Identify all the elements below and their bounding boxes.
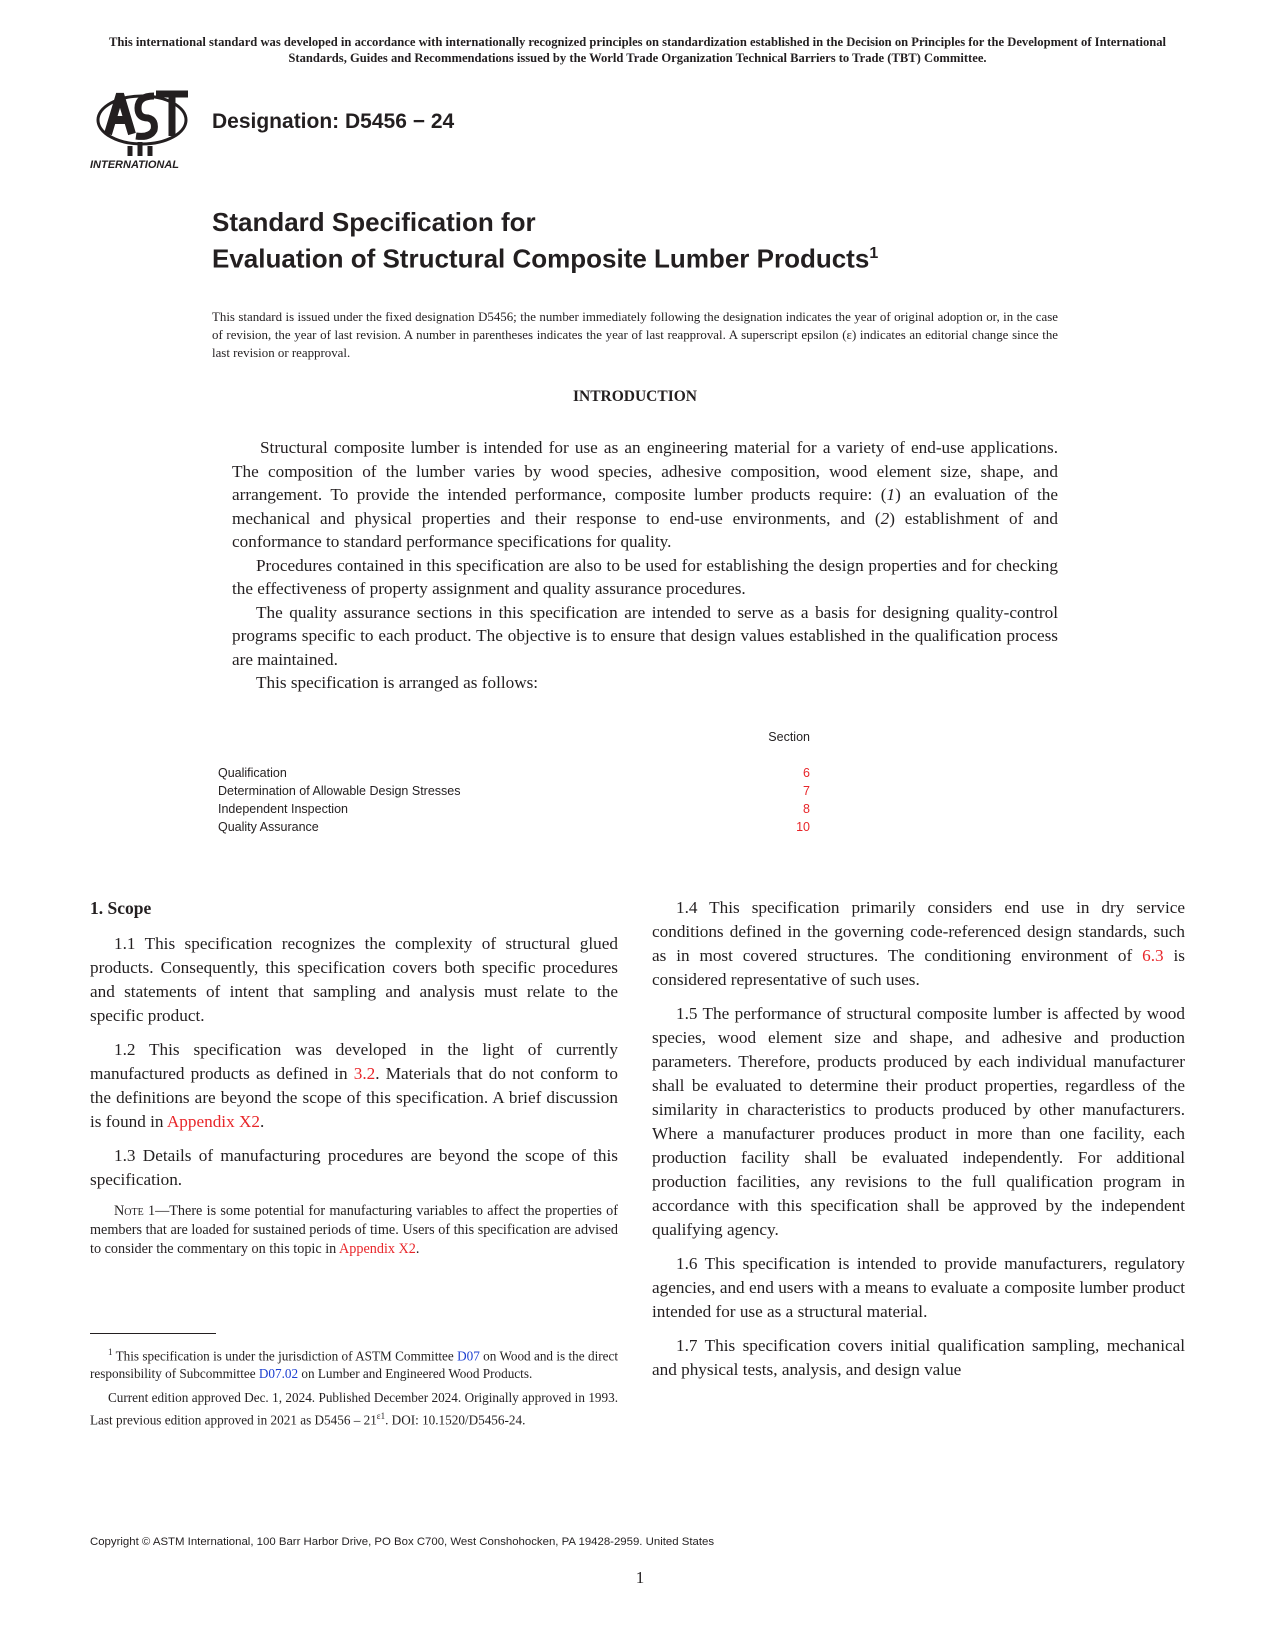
p1-2-text-a: 1.2 This specification was developed in the light of currently manufactured products as defined in [90, 1040, 618, 1083]
introduction-heading: INTRODUCTION [572, 388, 697, 405]
footnote-1-text-c: on Lumber and Engineered Wood Products. [298, 1366, 533, 1382]
intro-p1-text-c: ) establishment of and conformance to standard performance specifications for quality. [232, 508, 1058, 551]
page-number: 1 [635, 1568, 645, 1587]
paragraph-1-3: 1.3 Details of manufacturing procedures are beyond the scope of this specification. [90, 1146, 618, 1189]
note-link-appendix-x2[interactable]: Appendix X2 [339, 1241, 416, 1257]
intro-p1-text-a: Structural composite lumber is intended for use as an engineering material for a variety of end-use applications. The composition of the lumber varies by wood species, adhesive composition, wood element size, shape, and arrangement. To provide the intended performance, composite lumber products require: ( [232, 438, 1058, 504]
footnote-divider [90, 1333, 216, 1334]
intro-p1-num-2: 2 [880, 508, 890, 528]
intro-p1-num-1: 1 [886, 485, 896, 504]
note-text: —There is some potential for manufacturing variables to affect the properties of members that are loaded for sustained periods of time. Users of this specification are advised to consider the commentary on this topic in [90, 1203, 618, 1257]
footnote-1-text-a: This specification is under the jurisdiction of ASTM Committee [112, 1348, 458, 1364]
p1-4-text-b: is considered representative of such uses. [652, 946, 1185, 989]
intro-paragraph-3: The quality assurance sections in this specification are intended to serve as a basis for designing quality-control programs specific to each product. The objective is to ensure that design values established in the qualification process are maintained. [232, 602, 1058, 669]
left-column [90, 896, 618, 1269]
footnotes [90, 1343, 618, 1436]
link-d07-02[interactable]: D07.02 [258, 1366, 299, 1382]
p1-2-text-b: . Materials that do not conform to the definitions are beyond the scope of this specification. A brief discussion is found in [90, 1064, 618, 1131]
section-table-row [218, 800, 814, 818]
intro-paragraph-1 [232, 436, 1058, 554]
astm-logo [90, 86, 190, 172]
note-number: 1 [143, 1203, 156, 1219]
p1-2-text-c: . [259, 1112, 265, 1131]
section-link[interactable]: 6 [803, 766, 810, 780]
paragraph-1-7: 1.7 This specification covers initial qualification sampling, mechanical and physical tests, analysis, and design value [652, 1336, 1185, 1379]
paragraph-1-4 [652, 896, 1185, 992]
section-link[interactable]: 10 [796, 820, 810, 834]
p1-4-text-a: 1.4 This specification primarily considers end use in dry service conditions defined in the governing code-referenced design standards, such as in most covered structures. The conditioning environment of [652, 898, 1185, 965]
introduction-body [232, 436, 1058, 695]
paragraph-1-5: 1.5 The performance of structural composite lumber is affected by wood species, wood element size and shape, and adhesive and production parameters. Therefore, products produced by each individual manufacturer shall be evaluated to determine their product properties, regardless of the similarity in characteristics to products produced by other manufacturers. Where a manufacturer produces product in more than one facility, each production facility shall be evaluated independently. For additional production facilities, any revisions to the full qualification program in accordance with this specification shall be approved by the independent qualifying agency. [652, 1004, 1185, 1239]
footnote-1 [90, 1343, 618, 1383]
title-line-2-text: Evaluation of Structural Composite Lumber Products [212, 243, 870, 274]
paragraph-1-2 [90, 1038, 618, 1134]
intro-paragraph-2: Procedures contained in this specification are also to be used for establishing the design properties and for checking the effectiveness of property assignment and quality assurance procedures. [232, 555, 1058, 598]
section-link[interactable]: 8 [803, 802, 810, 816]
note-1 [90, 1202, 618, 1259]
document-title [212, 206, 878, 275]
link-d07[interactable]: D07 [457, 1348, 480, 1364]
section-table-row [218, 764, 814, 782]
scope-heading: 1. Scope [90, 898, 152, 918]
paragraph-1-6: 1.6 This specification is intended to provide manufacturers, regulatory agencies, and end users with a means to evaluate a composite lumber product intended for use as a structural material. [652, 1254, 1185, 1321]
footnote-marker: 1 [108, 1347, 113, 1357]
section-table-row [218, 818, 814, 836]
astm-logo-icon [90, 86, 190, 172]
section-link[interactable]: 7 [803, 784, 810, 798]
intro-p1-text-b: ) an evaluation of the mechanical and physical properties and their response to end-use environments, and ( [232, 485, 1058, 528]
issue-note: This standard is issued under the fixed designation D5456; the number immediately following the designation indicates the year of original adoption or, in the case of revision, the year of last revision. A number in parentheses indicates the year of last reapproval. A superscript epsilon (ε) indicates an editorial change since the last revision or reapproval. [212, 310, 1058, 360]
epsilon-superscript: ε1 [376, 1411, 386, 1422]
title-line-1: Standard Specification for [212, 207, 536, 237]
section-table-header: Section [768, 730, 810, 744]
note-end: . [415, 1241, 420, 1257]
link-3-2[interactable]: 3.2 [353, 1064, 376, 1083]
note-label: Note [114, 1203, 144, 1219]
link-appendix-x2[interactable]: Appendix X2 [166, 1112, 260, 1131]
section-label: Quality Assurance [218, 820, 319, 834]
footnote-edition-text-a: Current edition approved Dec. 1, 2024. Published December 2024. Originally approved in 1993. Last previous edition approved in 2021 as D5456 – 21 [90, 1390, 618, 1428]
link-6-3[interactable]: 6.3 [1142, 946, 1164, 965]
footnote-edition-text-b: . DOI: 10.1520/D5456-24. [385, 1412, 526, 1428]
section-label: Qualification [218, 766, 287, 780]
wto-notice: This international standard was developed in accordance with internationally recognized principles on standardization established in the Decision on Principles for the Development of International Standards, Guides and Recommendations issued by the World Trade Organization Technical Barriers to Trade (TBT) Committee. [108, 35, 1167, 65]
section-table-row [218, 782, 814, 800]
paragraph-1-1: 1.1 This specification recognizes the complexity of structural glued products. Consequently, this specification covers both specific procedures and statements of intent that sampling and analysis must relate to the specific product. [90, 934, 618, 1025]
copyright: Copyright © ASTM International, 100 Barr Harbor Drive, PO Box C700, West Conshohocken, PA 19428-2959. United States [90, 1536, 715, 1548]
section-label: Independent Inspection [218, 802, 348, 816]
section-table [218, 730, 814, 836]
footnote-edition [90, 1389, 618, 1429]
intro-paragraph-4: This specification is arranged as follows: [256, 673, 539, 692]
title-line-2 [212, 238, 878, 275]
footnote-1-text-b: on Wood and is the direct responsibility of Subcommittee [90, 1348, 618, 1382]
title-footnote-marker[interactable]: 1 [869, 245, 879, 262]
right-column [652, 896, 1185, 1392]
designation: Designation: D5456 − 24 [212, 110, 455, 133]
logo-text: INTERNATIONAL [90, 159, 180, 171]
section-label: Determination of Allowable Design Stresses [218, 784, 461, 798]
